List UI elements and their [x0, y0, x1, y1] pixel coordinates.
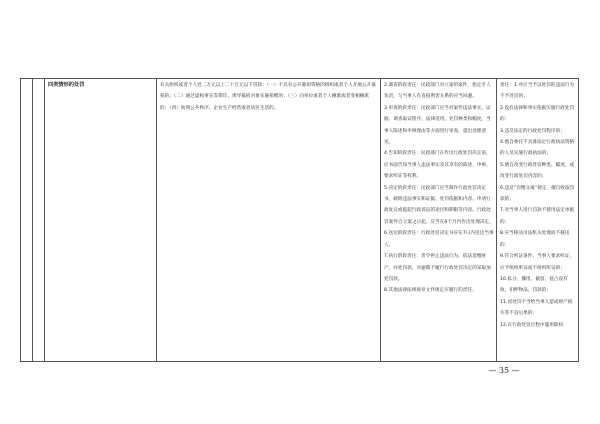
- list-item: 2.调查阶段责任：民政部门对立案的案件，指定专人负责，与当事人有直接利害关系的应当回避。: [384, 83, 491, 100]
- index-cell: [21, 79, 33, 362]
- case-title: 四类情形的处罚: [48, 82, 85, 88]
- list-item: 7.对当事人进行罚款不使用法定单据的；: [500, 208, 575, 225]
- accountability-list: [497, 79, 578, 331]
- page-number: — 35 —: [488, 366, 520, 375]
- list-item: 4.擅自委托不具备法定行政执法资格的人员实施行政执法的；: [500, 140, 575, 157]
- list-item: 9.符合听证条件、当事人要求听证，应予组织听证而不组织听证的；: [500, 254, 575, 271]
- list-item: 4.告知阶段责任：民政部门在作出行政处罚决定前，应书面告知当事人违法事实及其享有的陈述、申辩、要求听证等权利。: [384, 151, 491, 180]
- list-item: 8.其他法律法规规章文件规定应履行的责任。: [384, 288, 477, 294]
- list-item: 5.决定阶段责任：民政部门应当制作行政处罚决定书，载明违法事实和证据、处罚依据和内容、申请行政复议或提起行政诉讼的途径和期限等内容。行政处罚案件自立案之日起，应当在6个月内作出处理决定。: [384, 185, 494, 225]
- list-item: 12.在行政处罚过程中滥用职权: [500, 322, 564, 328]
- penalty-responsibility-table: [20, 78, 579, 362]
- table-row: [21, 79, 579, 362]
- list-item: 5.擅自改变行政处罚种类、幅度，或改变行政处罚内容的；: [500, 162, 575, 180]
- list-item: 2.没有法律和事实依据实施行政处罚的；: [500, 105, 575, 123]
- list-item: 3.违反法定的行政处罚程序的；: [500, 128, 565, 134]
- list-item: 3.审查阶段责任：民政部门应当对案件违法事实、证据、调查取证程序、法律适用、处罚种类和幅度、当事人陈述和申辩理由等方面进行审查，提出处理意见。: [384, 105, 491, 146]
- list-item: 责任：1.对应当予以处罚的违法行为不予处罚的；: [500, 83, 575, 100]
- list-item: 10.私分、挪用、截留、侵占没有收、扣押物品、罚款的；: [500, 276, 568, 294]
- list-item: 6.送达阶段责任：行政处罚决定书应在7日内送达当事人。: [384, 231, 494, 248]
- case-title-cell: [45, 79, 157, 362]
- legal-basis-text: 有关组织或者个人处二万元以上二十万元以下罚款：（一）不具有公开募捐资格的组织或者个人开展公开募捐的；（二）通过虚构事实等欺诈、诱导募捐对象实施捐赠的；（三）向单位或者个人摊派或者变相摊派的；（四）妨碍公共秩序、企业生产经营或者居民生活的。: [160, 83, 376, 111]
- legal-basis-cell: [157, 79, 381, 362]
- accountability-cell: [497, 79, 579, 362]
- list-item: 6.违反“罚缴分离”规定，擅自收取罚款的；: [500, 185, 575, 203]
- category-cell: [33, 79, 45, 362]
- list-item: 11.因处罚不当给当事人造成财产损失等不良后果的；: [500, 299, 573, 317]
- list-item: 8.应当移送司法机关处理而不移送的；: [500, 231, 570, 248]
- implementation-responsibility-cell: [381, 79, 497, 362]
- list-item: 7.执行阶段责任：责令停止违法行为，依法追缴财产，并处罚款，对逾期不履行行政处罚决定的采取加处罚款。: [384, 254, 491, 282]
- implementation-responsibility-list: [381, 79, 496, 297]
